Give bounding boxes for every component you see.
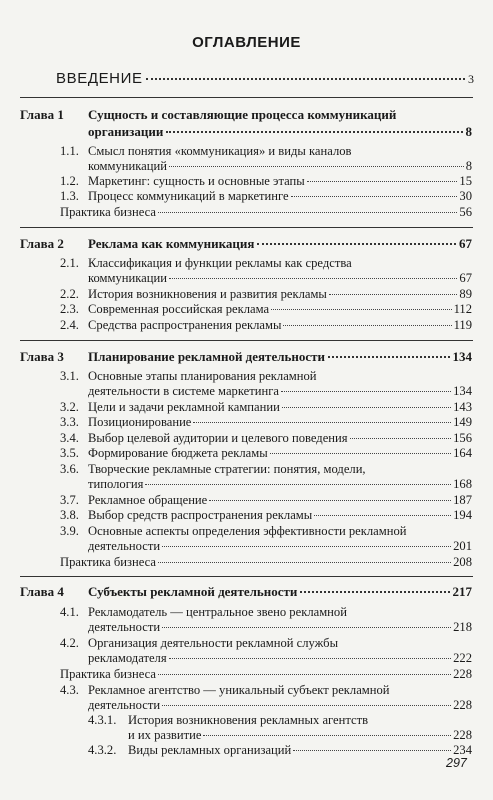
- section-title-line2: рекламодателя: [88, 651, 167, 665]
- dot-leader: [350, 438, 452, 439]
- section-title: Основные этапы планирования рекламной: [88, 369, 317, 383]
- practice-label: Практика бизнеса: [60, 205, 156, 219]
- section-number: 4.3.: [60, 683, 79, 697]
- toc-entry: [128, 728, 472, 742]
- section-number: 3.9.: [60, 524, 79, 538]
- section-page: 228: [453, 698, 472, 712]
- section-number: 2.3.: [60, 302, 79, 316]
- section-title: Смысл понятия «коммуникация» и виды каналов: [88, 144, 352, 158]
- chapter-4-page: 217: [452, 584, 472, 599]
- section-page: 15: [459, 174, 472, 188]
- section-number: 1.3.: [60, 189, 79, 203]
- subsection-title: Виды рекламных организаций: [128, 743, 292, 757]
- section-page: 222: [453, 651, 472, 665]
- toc-entry: [88, 620, 472, 634]
- section-page: 56: [459, 205, 472, 219]
- dot-leader: [300, 591, 449, 593]
- dot-leader: [146, 78, 465, 80]
- dot-leader: [329, 294, 458, 295]
- section-page: 119: [453, 318, 472, 332]
- toc-entry-practice: [60, 667, 472, 681]
- section-title-line2: коммуникации: [88, 271, 167, 285]
- dot-leader: [271, 309, 451, 310]
- section-page: 164: [453, 446, 472, 460]
- section-title: Классификация и функции рекламы как средства: [88, 256, 352, 270]
- section-title: Процесс коммуникаций в маркетинге: [88, 189, 289, 203]
- toc-entry: [88, 302, 472, 316]
- section-title: Творческие рекламные стратегии: понятия, модели,: [88, 462, 366, 476]
- toc-entry: [88, 318, 472, 332]
- dot-leader: [293, 750, 451, 751]
- dot-leader: [209, 500, 451, 501]
- chapter-1-label: Глава 1: [20, 107, 64, 122]
- section-title: Рекламное агентство — уникальный субъект рекламной: [88, 683, 390, 697]
- chapter-3-heading: [88, 349, 472, 365]
- section-page: 187: [453, 493, 472, 507]
- section-title-line2: деятельности: [88, 698, 161, 712]
- dot-leader: [162, 705, 451, 706]
- divider: [20, 576, 473, 577]
- section-page: 89: [459, 287, 472, 301]
- section-number: 3.6.: [60, 462, 79, 476]
- toc-entry: [88, 508, 472, 522]
- dot-leader: [291, 196, 458, 197]
- dot-leader: [166, 131, 462, 133]
- section-page: 234: [453, 743, 472, 757]
- dot-leader: [193, 422, 451, 423]
- dot-leader: [282, 407, 451, 408]
- toc-entry: [128, 743, 472, 757]
- section-title: Организация деятельности рекламной службы: [88, 636, 339, 650]
- chapter-2-title: Реклама как коммуникация: [88, 236, 255, 251]
- chapter-2-heading: [88, 236, 472, 252]
- page-title: ОГЛАВЛЕНИЕ: [192, 34, 301, 51]
- toc-entry: [88, 287, 472, 301]
- section-number: 3.1.: [60, 369, 79, 383]
- section-page: 112: [453, 302, 472, 316]
- section-page: 228: [453, 728, 472, 742]
- toc-entry: [88, 446, 472, 460]
- toc-entry-practice: [60, 555, 472, 569]
- chapter-3-label: Глава 3: [20, 349, 64, 364]
- dot-leader: [307, 181, 458, 182]
- chapter-1-title: Сущность и составляющие процесса коммуникаций: [88, 107, 397, 122]
- section-page: 168: [453, 477, 472, 491]
- section-page: 67: [459, 271, 472, 285]
- section-title: История возникновения и развития рекламы: [88, 287, 327, 301]
- section-number: 3.2.: [60, 400, 79, 414]
- section-title-line2: деятельности: [88, 620, 161, 634]
- toc-entry: [88, 189, 472, 203]
- section-page: 156: [453, 431, 472, 445]
- divider: [20, 97, 473, 98]
- section-title: Выбор средств распространения рекламы: [88, 508, 313, 522]
- chapter-1-title-line2: организации: [88, 124, 164, 139]
- divider: [20, 340, 473, 341]
- toc-entry: [88, 174, 472, 188]
- section-number: 3.8.: [60, 508, 79, 522]
- subsection-number: 4.3.1.: [88, 713, 117, 727]
- practice-label: Практика бизнеса: [60, 555, 156, 569]
- intro-page: 3: [468, 72, 474, 86]
- section-page: 30: [459, 189, 472, 203]
- section-title-line2: деятельности в системе маркетинга: [88, 384, 279, 398]
- divider: [20, 227, 473, 228]
- toc-entry: [88, 698, 472, 712]
- chapter-4-label: Глава 4: [20, 584, 64, 599]
- section-page: 218: [453, 620, 472, 634]
- dot-leader: [270, 453, 451, 454]
- intro-label: ВВЕДЕНИЕ: [56, 70, 143, 87]
- chapter-2-label: Глава 2: [20, 236, 64, 251]
- toc-entry: [88, 477, 472, 491]
- toc-entry: [88, 271, 472, 285]
- toc-entry: [88, 400, 472, 414]
- dot-leader: [257, 243, 456, 245]
- section-title-line2: деятельности: [88, 539, 161, 553]
- dot-leader: [328, 356, 449, 358]
- toc-entry: [88, 384, 472, 398]
- section-title: Формирование бюджета рекламы: [88, 446, 268, 460]
- chapter-4-heading: [88, 584, 472, 600]
- section-title: Выбор целевой аудитории и целевого поведения: [88, 431, 348, 445]
- section-number: 1.1.: [60, 144, 79, 158]
- section-page: 208: [453, 555, 472, 569]
- chapter-1-page: 8: [465, 124, 472, 139]
- subsection-title: История возникновения рекламных агентств: [128, 713, 369, 727]
- dot-leader: [158, 562, 451, 563]
- dot-leader: [145, 484, 451, 485]
- page-number: 297: [446, 756, 467, 770]
- section-number: 3.3.: [60, 415, 79, 429]
- section-number: 2.4.: [60, 318, 79, 332]
- section-page: 149: [453, 415, 472, 429]
- toc-entry: [88, 431, 472, 445]
- subsection-title-line2: и их развитие: [128, 728, 202, 742]
- dot-leader: [162, 546, 451, 547]
- section-number: 3.7.: [60, 493, 79, 507]
- section-number: 4.2.: [60, 636, 79, 650]
- section-title: Маркетинг: сущность и основные этапы: [88, 174, 305, 188]
- toc-entry: [88, 539, 472, 553]
- chapter-1-title-end: [88, 124, 472, 140]
- chapter-4-title: Субъекты рекламной деятельности: [88, 584, 298, 599]
- section-title: Рекламное обращение: [88, 493, 208, 507]
- dot-leader: [314, 515, 451, 516]
- section-title: Основные аспекты определения эффективности рекламной: [88, 524, 407, 538]
- chapter-3-page: 134: [452, 349, 472, 364]
- section-page: 143: [453, 400, 472, 414]
- section-title: Средства распространения рекламы: [88, 318, 282, 332]
- toc-entry: [88, 493, 472, 507]
- section-number: 1.2.: [60, 174, 79, 188]
- section-page: 134: [453, 384, 472, 398]
- section-title: Цели и задачи рекламной кампании: [88, 400, 280, 414]
- section-page: 194: [453, 508, 472, 522]
- section-title: Позиционирование: [88, 415, 192, 429]
- toc-entry-intro: [56, 70, 474, 87]
- section-number: 3.5.: [60, 446, 79, 460]
- subsection-number: 4.3.2.: [88, 743, 117, 757]
- practice-label: Практика бизнеса: [60, 667, 156, 681]
- section-title-line2: коммуникаций: [88, 159, 167, 173]
- dot-leader: [281, 391, 451, 392]
- dot-leader: [169, 278, 457, 279]
- section-number: 2.1.: [60, 256, 79, 270]
- toc-entry-practice: [60, 205, 472, 219]
- section-number: 2.2.: [60, 287, 79, 301]
- section-title: Рекламодатель — центральное звено рекламной: [88, 605, 347, 619]
- chapter-2-page: 67: [459, 236, 472, 251]
- section-page: 228: [453, 667, 472, 681]
- toc-entry: [88, 651, 472, 665]
- dot-leader: [158, 212, 457, 213]
- toc-entry: [88, 415, 472, 429]
- section-title-line2: типология: [88, 477, 144, 491]
- dot-leader: [158, 674, 451, 675]
- dot-leader: [169, 166, 464, 167]
- dot-leader: [203, 735, 451, 736]
- toc-entry: [88, 159, 472, 173]
- chapter-3-title: Планирование рекламной деятельности: [88, 349, 326, 364]
- section-number: 4.1.: [60, 605, 79, 619]
- dot-leader: [169, 658, 451, 659]
- section-page: 201: [453, 539, 472, 553]
- section-page: 8: [465, 159, 472, 173]
- section-title: Современная российская реклама: [88, 302, 270, 316]
- dot-leader: [283, 325, 451, 326]
- dot-leader: [162, 627, 451, 628]
- section-number: 3.4.: [60, 431, 79, 445]
